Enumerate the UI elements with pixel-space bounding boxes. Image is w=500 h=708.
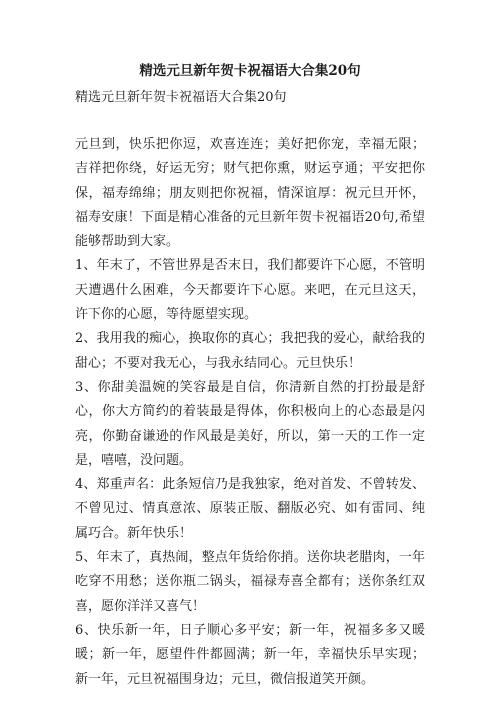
paragraph-2: 2、我用我的痴心，换取你的真心；我把我的爱心，献给我的甜心；不要对我无心，与我永结同心。元旦快乐！	[75, 331, 425, 371]
paragraph-3: 3、你甜美温婉的笑容最是自信，你清新自然的打扮最是舒心，你大方简约的着装最是得体，你积极向上的心态最是闪亮，你勤奋谦逊的作风最是美好，所以，第一天的工作一定是，嘻嘻，没问题。	[75, 379, 425, 468]
paragraph-5: 5、年末了，真热闹，整点年货给你捎。送你块老腊肉，一年吃穿不用愁；送你瓶二锅头，福禄寿喜全都有；送你条红双喜，愿你洋洋又喜气！	[75, 550, 425, 614]
paragraph-intro: 元旦到，快乐把你逗，欢喜连连；美好把你宠，幸福无限；吉祥把你绕，好运无穷；财气把你熏，财运亨通；平安把你保，福寿绵绵；朋友则把你祝福，情深谊厚：祝元旦开怀，福寿安康！下面是精心准备的元旦新年贺卡祝福语20句,希望能够帮助到大家。	[75, 137, 425, 250]
document-subtitle: 精选元旦新年贺卡祝福语大合集20句	[75, 90, 287, 105]
document-title: 精选元旦新年贺卡祝福语大合集20句	[139, 63, 361, 79]
paragraph-4: 4、郑重声名：此条短信乃是我独家，绝对首发、不曾转发、不曾见过、情真意浓、原装正版、翻版必究、如有雷同、纯属巧合。新年快乐！	[75, 477, 425, 541]
paragraph-1: 1、年末了，不管世界是否末日，我们都要许下心愿，不管明天遭遇什么困难，今天都要许下心愿。来吧，在元旦这天，许下你的心愿，等待愿望实现。	[75, 258, 425, 323]
paragraph-6: 6、快乐新一年，日子顺心多平安；新一年，祝福多多又暖暖；新一年，愿望件件都圆满；新一年，幸福快乐早实现；新一年，元旦祝福围身边；元旦，微信报道笑开颜。	[75, 622, 425, 687]
document-body	[75, 133, 425, 692]
